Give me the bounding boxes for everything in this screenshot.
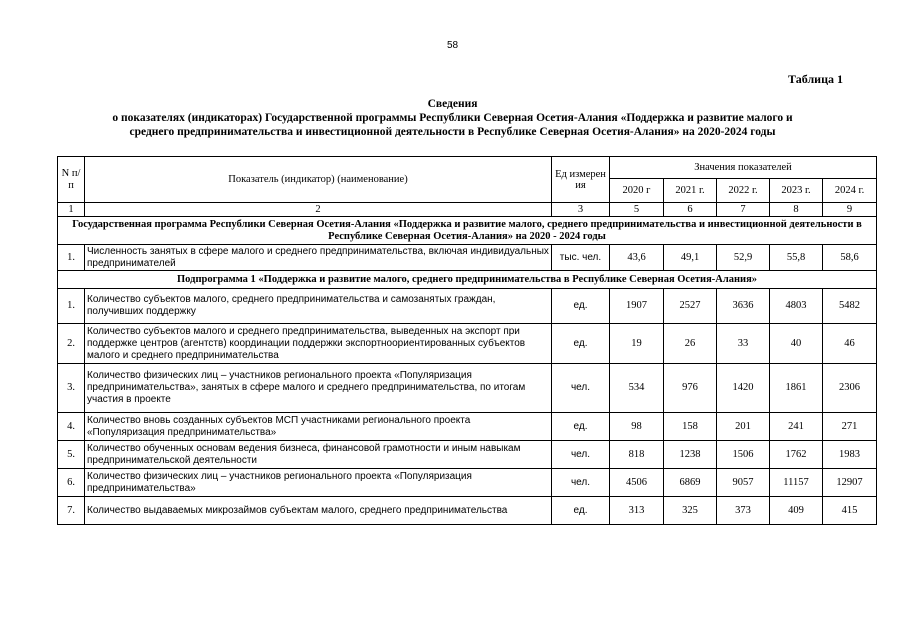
value-cell: 26 xyxy=(664,324,717,364)
table-row xyxy=(58,245,877,271)
unit-cell: тыс. чел. xyxy=(552,245,610,271)
value-cell: 4803 xyxy=(770,289,823,324)
value-cell: 1420 xyxy=(717,364,770,413)
indicator-name: Количество выдаваемых микрозаймов субъектам малого, среднего предпринимательства xyxy=(85,497,552,525)
unit-cell: чел. xyxy=(552,364,610,413)
indicator-name: Количество обученных основам ведения бизнеса, финансовой грамотности и иным навыкам предпринимательской деятельности xyxy=(85,441,552,469)
value-cell: 43,6 xyxy=(610,245,664,271)
value-cell: 46 xyxy=(823,324,877,364)
value-cell: 58,6 xyxy=(823,245,877,271)
value-cell: 6869 xyxy=(664,469,717,497)
indicator-name: Количество субъектов малого и среднего предпринимательства, выведенных на экспорт при поддержке центров (агентств) координации поддержки экспортноориентированных субъектов малого и среднего предпринимательства xyxy=(85,324,552,364)
row-number: 3. xyxy=(58,364,85,413)
header-row xyxy=(58,157,877,179)
col-number: 9 xyxy=(823,203,877,217)
indicator-name: Количество физических лиц – участников регионального проекта «Популяризация предпринимательства», занятых в сфере малого и среднего предпринимательства, по итогам участия в проекте xyxy=(85,364,552,413)
value-cell: 415 xyxy=(823,497,877,525)
table-row xyxy=(58,497,877,525)
value-cell: 3636 xyxy=(717,289,770,324)
value-cell: 158 xyxy=(664,413,717,441)
value-cell: 976 xyxy=(664,364,717,413)
value-cell: 9057 xyxy=(717,469,770,497)
table-row xyxy=(58,324,877,364)
value-cell: 818 xyxy=(610,441,664,469)
header-year: 2024 г. xyxy=(823,179,877,203)
value-cell: 1861 xyxy=(770,364,823,413)
value-cell: 1907 xyxy=(610,289,664,324)
value-cell: 19 xyxy=(610,324,664,364)
value-cell: 1983 xyxy=(823,441,877,469)
value-cell: 11157 xyxy=(770,469,823,497)
title-line-2: о показателях (индикаторах) Государственной программы Республики Северная Осетия-Алания «Поддержка и развитие малого и xyxy=(112,112,793,124)
program-section-title: Государственная программа Республики Северная Осетия-Алания «Поддержка и развитие малого, среднего предпринимательства и инвестиционной деятельности в Республике Северная Осетия-Алания» на 2020 - 2024 годы xyxy=(58,217,877,245)
page-number: 58 xyxy=(446,40,459,51)
row-number: 7. xyxy=(58,497,85,525)
unit-cell: ед. xyxy=(552,413,610,441)
table-row xyxy=(58,441,877,469)
header-values: Значения показателей xyxy=(610,157,877,179)
col-number: 5 xyxy=(610,203,664,217)
unit-cell: чел. xyxy=(552,441,610,469)
value-cell: 2527 xyxy=(664,289,717,324)
header-year: 2023 г. xyxy=(770,179,823,203)
value-cell: 5482 xyxy=(823,289,877,324)
value-cell: 1238 xyxy=(664,441,717,469)
value-cell: 325 xyxy=(664,497,717,525)
header-year: 2020 г xyxy=(610,179,664,203)
table-row xyxy=(58,289,877,324)
value-cell: 52,9 xyxy=(717,245,770,271)
table-row xyxy=(58,364,877,413)
value-cell: 271 xyxy=(823,413,877,441)
value-cell: 534 xyxy=(610,364,664,413)
value-cell: 4506 xyxy=(610,469,664,497)
table-number: Таблица 1 xyxy=(788,72,843,86)
col-number: 1 xyxy=(58,203,85,217)
value-cell: 12907 xyxy=(823,469,877,497)
value-cell: 55,8 xyxy=(770,245,823,271)
title-line-1: Сведения xyxy=(427,98,478,110)
unit-cell: ед. xyxy=(552,289,610,324)
header-year: 2022 г. xyxy=(717,179,770,203)
value-cell: 98 xyxy=(610,413,664,441)
unit-cell: ед. xyxy=(552,497,610,525)
header-year: 2021 г. xyxy=(664,179,717,203)
value-cell: 2306 xyxy=(823,364,877,413)
unit-cell: чел. xyxy=(552,469,610,497)
value-cell: 373 xyxy=(717,497,770,525)
row-number: 2. xyxy=(58,324,85,364)
value-cell: 1762 xyxy=(770,441,823,469)
indicator-name: Численность занятых в сфере малого и среднего предпринимательства, включая индивидуальных предпринимателей xyxy=(85,245,552,271)
value-cell: 409 xyxy=(770,497,823,525)
row-number: 6. xyxy=(58,469,85,497)
col-number: 6 xyxy=(664,203,717,217)
col-number: 3 xyxy=(552,203,610,217)
column-numbers-row xyxy=(58,203,877,217)
value-cell: 1506 xyxy=(717,441,770,469)
unit-cell: ед. xyxy=(552,324,610,364)
indicator-name: Количество субъектов малого, среднего предпринимательства и самозанятых граждан, получивших поддержку xyxy=(85,289,552,324)
table-row xyxy=(58,469,877,497)
table-title xyxy=(55,97,850,139)
value-cell: 49,1 xyxy=(664,245,717,271)
table-row xyxy=(58,413,877,441)
value-cell: 313 xyxy=(610,497,664,525)
value-cell: 33 xyxy=(717,324,770,364)
indicator-name: Количество физических лиц – участников регионального проекта «Популяризация предпринимательства» xyxy=(85,469,552,497)
row-number: 1. xyxy=(58,289,85,324)
header-num: N п/п xyxy=(58,157,85,203)
indicators-table xyxy=(57,156,877,525)
row-number: 4. xyxy=(58,413,85,441)
header-indicator: Показатель (индикатор) (наименование) xyxy=(85,157,552,203)
col-number: 2 xyxy=(85,203,552,217)
value-cell: 40 xyxy=(770,324,823,364)
program-section-row xyxy=(58,217,877,245)
subprogram-section-row xyxy=(58,271,877,289)
subprogram-section-title: Подпрограмма 1 «Поддержка и развитие малого, среднего предпринимательства в Республике Северная Осетия-Алания» xyxy=(58,271,877,289)
col-number: 7 xyxy=(717,203,770,217)
value-cell: 201 xyxy=(717,413,770,441)
row-number: 5. xyxy=(58,441,85,469)
row-number: 1. xyxy=(58,245,85,271)
value-cell: 241 xyxy=(770,413,823,441)
title-line-3: среднего предпринимательства и инвестиционной деятельности в Республике Северная Осетия-Алания» на 2020-2024 годы xyxy=(129,126,776,138)
indicator-name: Количество вновь созданных субъектов МСП участниками регионального проекта «Популяризация предпринимательства» xyxy=(85,413,552,441)
col-number: 8 xyxy=(770,203,823,217)
header-unit: Ед измерен ия xyxy=(552,157,610,203)
